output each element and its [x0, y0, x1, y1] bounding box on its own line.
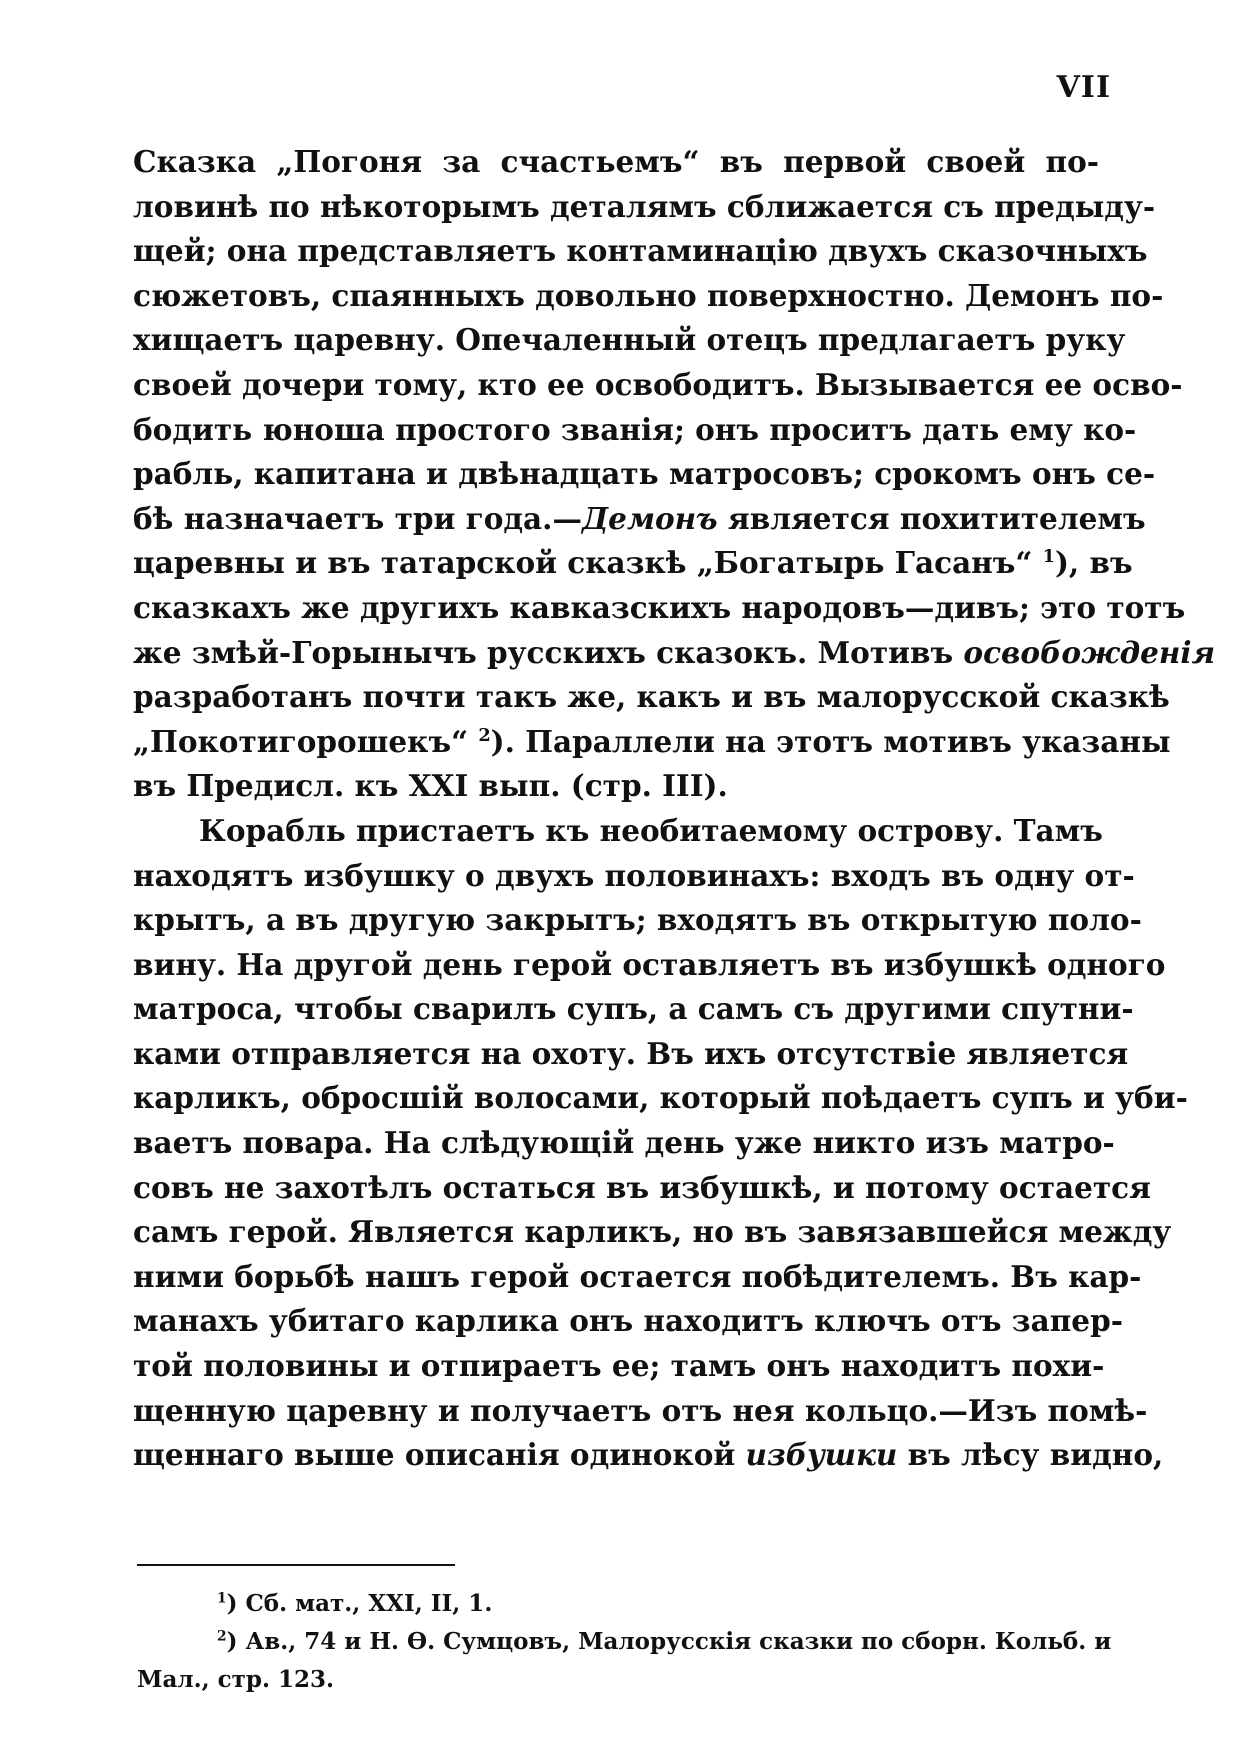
line-text: бодить юноша простого званія; онъ проситъ дать ему ко- — [133, 411, 1137, 447]
line-text: же змѣй-Горынычъ русскихъ сказокъ. Мотивъ — [133, 634, 964, 670]
line-text: ваетъ повара. На слѣдующій день уже никто изъ матро- — [133, 1125, 1115, 1161]
line-text: Сказка „Погоня за счастьемъ“ въ первой своей по- — [133, 144, 1099, 179]
line-text: ), въ — [1054, 545, 1133, 581]
line-text: рабль, капитана и двѣнадцать матросовъ; срокомъ онъ се- — [133, 456, 1156, 492]
line-text: карликъ, обросшій волосами, который поѣдаетъ супъ и уби- — [133, 1080, 1188, 1116]
line-text: щеннаго выше описанія одинокой — [133, 1437, 746, 1473]
line-text: щенную царевну и получаетъ отъ нея кольцо.—Изъ помѣ- — [133, 1392, 1148, 1428]
footnote-marker: 1 — [217, 1590, 227, 1607]
text-line — [133, 408, 1137, 453]
line-text: той половины и отпираетъ ее; тамъ онъ находитъ похи- — [133, 1348, 1105, 1384]
line-text: крытъ, а въ другую закрытъ; входятъ въ открытую поло- — [133, 902, 1142, 938]
footnote-marker: 1 — [1042, 546, 1055, 568]
line-text: хищаетъ царевну. Опечаленный отецъ предлагаетъ руку — [133, 322, 1126, 358]
text-line — [133, 631, 1216, 676]
text-line — [133, 1344, 1105, 1389]
footnotes — [137, 1585, 1112, 1699]
text-line — [133, 363, 1183, 408]
line-text: Мал., стр. 123. — [137, 1666, 334, 1693]
line-text: щей; она представляетъ контаминацію двухъ сказочныхъ — [133, 233, 1148, 269]
text-line — [133, 764, 1099, 809]
line-text: въ Предисл. къ XXI вып. (стр. III). — [133, 768, 728, 804]
line-text: матроса, чтобы сварилъ супъ, а самъ съ другими спутни- — [133, 991, 1134, 1027]
text-line — [133, 586, 1186, 631]
line-text: ловинѣ по нѣкоторымъ деталямъ сближается съ предыду- — [133, 188, 1156, 224]
text-line — [133, 720, 1171, 765]
body-text — [133, 140, 1216, 1478]
emphasis-text: Демонъ — [581, 500, 718, 536]
text-line — [133, 1210, 1172, 1255]
line-text: ) Сб. мат., XXI, II, 1. — [226, 1590, 493, 1617]
text-line — [133, 1389, 1148, 1434]
line-text: находятъ избушку о двухъ половинахъ: входъ въ одну от- — [133, 857, 1135, 893]
text-line — [133, 1255, 1142, 1300]
text-line — [133, 675, 1170, 720]
footnote-divider — [137, 1564, 455, 1566]
emphasis-text: избушки — [745, 1437, 898, 1473]
footnote-line — [137, 1623, 1112, 1661]
text-line — [133, 987, 1134, 1032]
line-text: совъ не захотѣлъ остаться въ избушкѣ, и потому остается — [133, 1169, 1151, 1205]
text-line — [133, 318, 1126, 363]
text-line — [133, 854, 1135, 899]
text-line — [133, 809, 1103, 854]
text-line — [133, 898, 1142, 943]
line-text: бѣ назначаетъ три года.— — [133, 500, 582, 536]
line-text: ними борьбѣ нашъ герой остается побѣдителемъ. Въ кар- — [133, 1258, 1142, 1294]
text-line — [133, 229, 1148, 274]
line-text: царевны и въ татарской сказкѣ „Богатырь Гасанъ“ — [133, 545, 1043, 581]
text-line — [133, 1166, 1151, 1211]
text-line — [133, 497, 1146, 542]
text-line — [133, 274, 1164, 319]
text-line — [133, 140, 1099, 185]
line-text: является похитителемъ — [717, 500, 1146, 536]
footnote-line — [137, 1585, 1099, 1623]
text-line — [133, 541, 1133, 586]
text-line — [133, 185, 1156, 230]
line-text: манахъ убитаго карлика онъ находитъ ключъ отъ запер- — [133, 1303, 1123, 1339]
footnote-marker: 2 — [478, 724, 491, 746]
footnote-line — [137, 1661, 1099, 1699]
line-text: „Покотигорошекъ“ — [133, 723, 479, 759]
text-line — [133, 1076, 1188, 1121]
text-line — [133, 452, 1156, 497]
line-text: ) Ав., 74 и Н. Ѳ. Сумцовъ, Малорусскія сказки по сборн. Кольб. и — [226, 1628, 1112, 1655]
line-text: вину. На другой день герой оставляетъ въ избушкѣ одного — [133, 946, 1166, 982]
text-line — [133, 1433, 1164, 1478]
line-text: самъ герой. Является карликъ, но въ завязавшейся между — [133, 1214, 1172, 1250]
text-line — [133, 943, 1166, 988]
line-text: ). Параллели на этотъ мотивъ указаны — [490, 723, 1171, 759]
line-text: Корабль пристаетъ къ необитаемому острову. Тамъ — [199, 812, 1103, 848]
footnote-marker: 2 — [217, 1628, 227, 1645]
line-text: своей дочери тому, кто ее освободитъ. Вызывается ее осво- — [133, 366, 1183, 402]
line-text: разработанъ почти такъ же, какъ и въ малорусской сказкѣ — [133, 679, 1170, 715]
line-text: въ лѣсу видно, — [897, 1437, 1164, 1473]
line-text: ками отправляется на охоту. Въ ихъ отсутствіе является — [133, 1035, 1129, 1071]
text-line — [133, 1032, 1129, 1077]
text-line — [133, 1299, 1123, 1344]
emphasis-text: освобожденія — [963, 634, 1216, 670]
line-text: сюжетовъ, спаянныхъ довольно поверхностно. Демонъ по- — [133, 277, 1164, 313]
page-number: VII — [1056, 70, 1111, 105]
text-line — [133, 1121, 1115, 1166]
line-text: сказкахъ же другихъ кавказскихъ народовъ—дивъ; это тотъ — [133, 589, 1186, 625]
